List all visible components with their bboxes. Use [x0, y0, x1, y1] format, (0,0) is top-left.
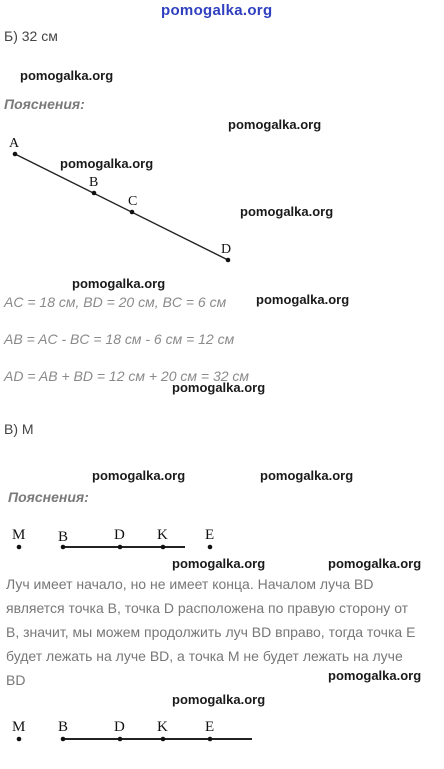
label-d: D [114, 719, 125, 735]
watermark-top: pomogalka.org [161, 2, 273, 19]
watermark: pomogalka.org [240, 204, 334, 219]
point-d [226, 258, 231, 263]
point-c [130, 210, 135, 215]
label-b: B [58, 719, 69, 735]
point-b [92, 191, 97, 196]
watermark: pomogalka.org [60, 156, 154, 171]
point-e [208, 737, 213, 742]
watermark: pomogalka.org [72, 276, 166, 291]
answer-b: Б) 32 см [4, 28, 58, 44]
watermark: pomogalka.org [328, 556, 422, 571]
point-b [61, 737, 66, 742]
watermark: pomogalka.org [260, 468, 354, 483]
segment-diagram-b [0, 130, 260, 270]
point-b [61, 545, 66, 550]
point-d [118, 737, 123, 742]
label-b: B [89, 175, 99, 190]
point-m [17, 737, 22, 742]
explanation-heading-b: Пояснения: [4, 96, 85, 112]
ray-diagram-1 [0, 520, 260, 560]
watermark: pomogalka.org [172, 692, 266, 707]
label-e: E [205, 527, 215, 543]
watermark: pomogalka.org [256, 292, 350, 307]
watermark: pomogalka.org [172, 556, 266, 571]
label-c: C [128, 194, 138, 209]
label-k: K [157, 719, 168, 735]
label-d: D [114, 527, 125, 543]
watermark: pomogalka.org [172, 380, 266, 395]
label-m: M [12, 719, 26, 735]
point-m [17, 545, 22, 550]
explanation-text: Луч имеет начало, но не имеет конца. Началом луча BD является точка B, точка D расположена по правую сторону от B, значит, мы можем продолжить луч BD вправо, тогда точка E будет лежать на луче BD, а точка M не будет лежать на луче BD [6, 576, 416, 688]
point-k [161, 545, 166, 550]
answer-v: В) M [4, 421, 34, 437]
formula-ab: AB = AC - BC = 18 см - 6 см = 12 см [4, 331, 235, 347]
point-d [118, 545, 123, 550]
explanation-heading-v: Пояснения: [8, 489, 89, 505]
watermark: pomogalka.org [228, 117, 322, 132]
watermark: pomogalka.org [328, 668, 422, 683]
label-e: E [205, 719, 215, 735]
point-e [208, 545, 213, 550]
formula-given: AC = 18 см, BD = 20 см, BC = 6 см [4, 294, 227, 310]
watermark: pomogalka.org [20, 68, 114, 83]
point-k [161, 737, 166, 742]
label-m: M [12, 527, 26, 543]
label-b: B [58, 529, 69, 545]
formula-ad: AD = AB + BD = 12 см + 20 см = 32 см [4, 368, 250, 384]
label-d: D [221, 242, 232, 257]
watermark: pomogalka.org [92, 468, 186, 483]
ray-diagram-2 [0, 712, 270, 752]
label-k: K [157, 527, 168, 543]
label-a: A [9, 136, 20, 151]
point-a [13, 152, 18, 157]
